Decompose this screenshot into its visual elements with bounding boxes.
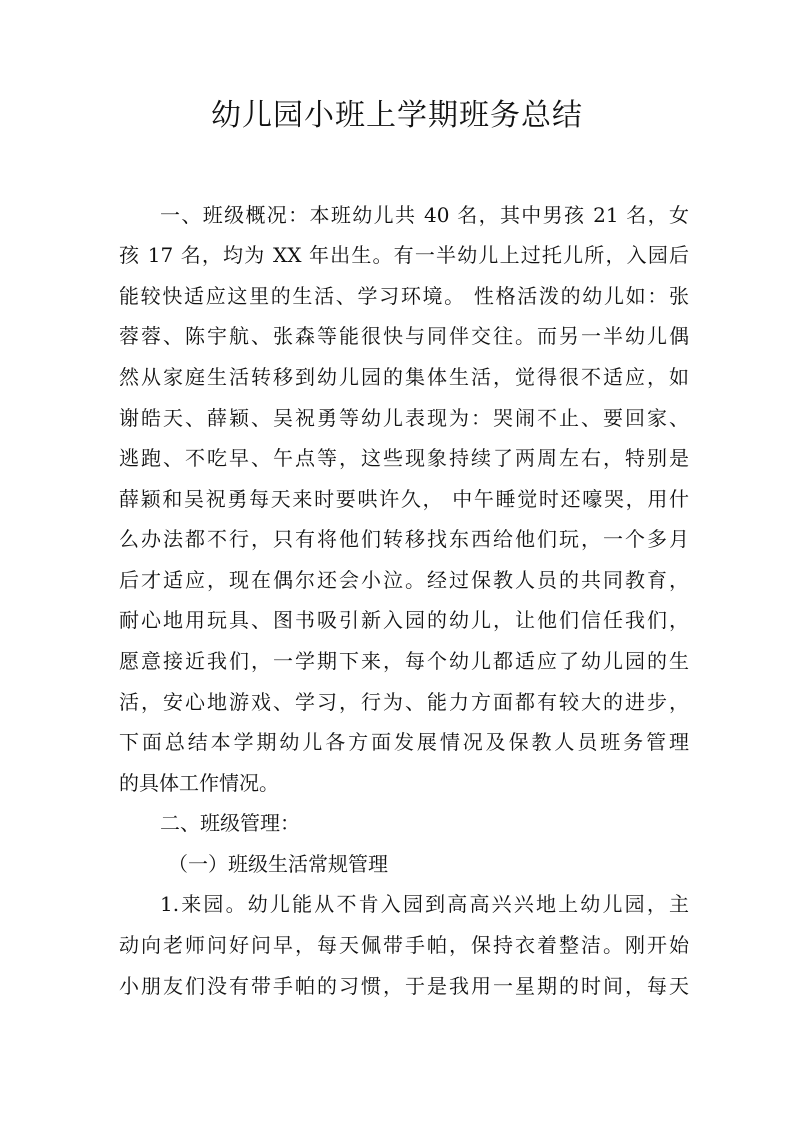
paragraph-line: 下面总结本学期幼儿各方面发展情况及保教人员班务管理 [119,730,689,754]
paragraph-line: 薛颖和吴祝勇每天来时要哄许久， 中午睡觉时还嚎哭，用什 [119,487,689,511]
paragraph-line: 么办法都不行，只有将他们转移找东西给他们玩，一个多月 [119,527,689,551]
paragraph-line: 后才适应，现在偶尔还会小泣。经过保教人员的共同教育， [119,568,689,592]
paragraph-line: 愿意接近我们，一学期下来，每个幼儿都适应了幼儿园的生 [119,649,689,673]
paragraph-line: 耐心地用玩具、图书吸引新入园的幼儿，让他们信任我们， [119,608,689,632]
paragraph-line: 能较快适应这里的生活、学习环境。 性格活泼的幼儿如：张 [119,284,689,308]
paragraph-line: 的具体工作情况。 [119,771,279,795]
paragraph-line: 谢皓天、薛颖、吴祝勇等幼儿表现为：哭闹不止、要回家、 [119,406,689,430]
paragraph-line: 孩 17 名，均为 XX 年出生。有一半幼儿上过托儿所，入园后 [119,243,689,267]
paragraph-line: 1.来园。幼儿能从不肯入园到高高兴兴地上幼儿园，主 [160,892,689,916]
section-heading: 二、班级管理： [160,811,300,835]
paragraph-line: 动向老师问好问早，每天佩带手帕，保持衣着整洁。刚开始 [119,933,689,957]
paragraph-line: 一、班级概况：本班幼儿共 40 名，其中男孩 21 名，女 [160,203,689,227]
paragraph-line: 活，安心地游戏、学习，行为、能力方面都有较大的进步， [119,690,689,714]
paragraph-line: 然从家庭生活转移到幼儿园的集体生活，觉得很不适应，如 [119,365,689,389]
paragraph-line: 蓉蓉、陈宇航、张森等能很快与同伴交往。而另一半幼儿偶 [119,324,689,348]
subsection-heading: （一）班级生活常规管理 [168,852,388,876]
paragraph-line: 逃跑、不吃早、午点等，这些现象持续了两周左右，特别是 [119,446,689,470]
paragraph-line: 小朋友们没有带手帕的习惯，于是我用一星期的时间，每天 [119,974,689,998]
document-title: 幼儿园小班上学期班务总结 [211,98,583,133]
